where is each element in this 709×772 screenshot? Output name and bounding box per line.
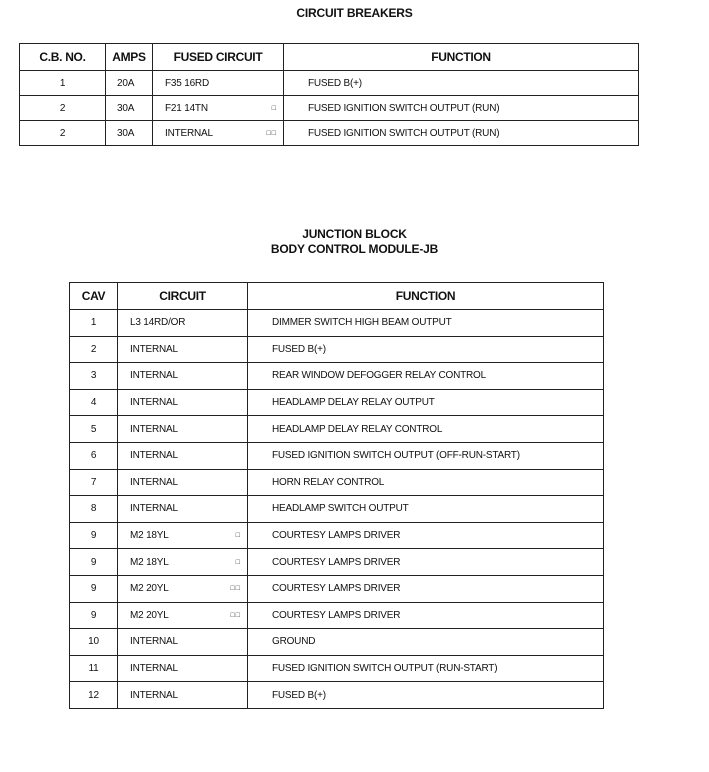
cav-cell: 5	[70, 416, 118, 443]
circuit-cell	[118, 363, 248, 390]
circuit-cell	[118, 469, 248, 496]
cav-cell: 4	[70, 389, 118, 416]
function-cell: COURTESY LAMPS DRIVER	[248, 522, 604, 549]
circuit-code: INTERNAL	[130, 663, 178, 675]
circuit-code: INTERNAL	[130, 636, 178, 648]
cb-no-cell: 2	[20, 121, 106, 146]
circuit-breakers-title: CIRCUIT BREAKERS	[296, 6, 413, 20]
circuit-cell	[153, 96, 284, 121]
cav-cell: 12	[70, 682, 118, 709]
circuit-cell	[118, 629, 248, 656]
circuit-code: M2 18YL	[130, 530, 169, 542]
table-row	[70, 442, 604, 469]
function-cell: HEADLAMP DELAY RELAY CONTROL	[248, 416, 604, 443]
circuit-code: INTERNAL	[130, 689, 178, 701]
circuit-code: M2 20YL	[130, 583, 169, 595]
function-cell: HEADLAMP SWITCH OUTPUT	[248, 496, 604, 523]
circuit-code: F35 16RD	[165, 77, 209, 89]
table-row	[70, 469, 604, 496]
circuit-cell-content	[130, 636, 241, 647]
cav-cell: 9	[70, 602, 118, 629]
circuit-cell	[118, 442, 248, 469]
circuit-cell-content	[130, 397, 241, 408]
table-row	[70, 602, 604, 629]
cav-cell: 8	[70, 496, 118, 523]
table-row	[70, 496, 604, 523]
circuit-code: INTERNAL	[130, 503, 178, 515]
junction-block-table	[69, 282, 604, 709]
jb-header-function: FUNCTION	[248, 283, 604, 310]
circuit-breakers-table	[19, 43, 639, 146]
function-cell: FUSED IGNITION SWITCH OUTPUT (RUN-START)	[248, 655, 604, 682]
table-row	[70, 655, 604, 682]
cav-cell: 7	[70, 469, 118, 496]
circuit-cell-content	[130, 450, 241, 461]
table-row	[70, 629, 604, 656]
circuit-cell-content	[130, 370, 241, 381]
function-cell: FUSED B(+)	[248, 682, 604, 709]
table-row	[70, 549, 604, 576]
amps-cell: 20A	[106, 71, 153, 96]
connector-marks: □	[235, 532, 241, 540]
table-row	[70, 363, 604, 390]
table-row	[70, 575, 604, 602]
table-row	[70, 682, 604, 709]
function-cell: FUSED B(+)	[248, 336, 604, 363]
circuit-cell	[118, 496, 248, 523]
function-cell: FUSED B(+)	[284, 71, 639, 96]
table-row	[20, 121, 639, 146]
circuit-cell	[118, 522, 248, 549]
circuit-cell-content	[130, 610, 241, 621]
function-cell: COURTESY LAMPS DRIVER	[248, 602, 604, 629]
cb-header-row	[20, 44, 639, 71]
connector-marks: □□	[266, 129, 277, 137]
circuit-cell	[118, 575, 248, 602]
circuit-code: INTERNAL	[130, 450, 178, 462]
circuit-code: INTERNAL	[130, 423, 178, 435]
table-row	[70, 310, 604, 337]
circuit-code: M2 18YL	[130, 556, 169, 568]
cb-header-fused-circuit: FUSED CIRCUIT	[153, 44, 284, 71]
function-cell: COURTESY LAMPS DRIVER	[248, 549, 604, 576]
circuit-cell-content	[130, 690, 241, 701]
connector-marks: □	[271, 104, 277, 112]
junction-block-subtitle: BODY CONTROL MODULE-JB	[270, 242, 439, 256]
circuit-cell-content	[165, 78, 277, 89]
circuit-cell-content	[165, 128, 277, 139]
cav-cell: 1	[70, 310, 118, 337]
cav-cell: 9	[70, 522, 118, 549]
amps-cell: 30A	[106, 121, 153, 146]
connector-marks: □	[235, 558, 241, 566]
circuit-cell-content	[130, 530, 241, 541]
connector-marks: □□	[230, 611, 241, 619]
jb-header-row	[70, 283, 604, 310]
circuit-cell	[153, 121, 284, 146]
table-row	[20, 96, 639, 121]
circuit-cell	[118, 336, 248, 363]
circuit-cell-content	[130, 477, 241, 488]
cb-header-amps: AMPS	[106, 44, 153, 71]
function-cell: HORN RELAY CONTROL	[248, 469, 604, 496]
circuit-cell-content	[130, 344, 241, 355]
cb-no-cell: 1	[20, 71, 106, 96]
circuit-code: INTERNAL	[165, 127, 213, 139]
function-cell: REAR WINDOW DEFOGGER RELAY CONTROL	[248, 363, 604, 390]
table-row	[70, 389, 604, 416]
cav-cell: 9	[70, 549, 118, 576]
cb-header-function: FUNCTION	[284, 44, 639, 71]
jb-header-circuit: CIRCUIT	[118, 283, 248, 310]
function-cell: FUSED IGNITION SWITCH OUTPUT (RUN)	[284, 121, 639, 146]
cb-no-cell: 2	[20, 96, 106, 121]
function-cell: FUSED IGNITION SWITCH OUTPUT (RUN)	[284, 96, 639, 121]
function-cell: HEADLAMP DELAY RELAY OUTPUT	[248, 389, 604, 416]
circuit-cell	[118, 602, 248, 629]
amps-cell: 30A	[106, 96, 153, 121]
function-cell: DIMMER SWITCH HIGH BEAM OUTPUT	[248, 310, 604, 337]
cav-cell: 9	[70, 575, 118, 602]
circuit-cell-content	[130, 583, 241, 594]
function-cell: FUSED IGNITION SWITCH OUTPUT (OFF-RUN-START)	[248, 442, 604, 469]
cb-header-cb-no: C.B. NO.	[20, 44, 106, 71]
circuit-cell-content	[165, 103, 277, 114]
circuit-code: INTERNAL	[130, 397, 178, 409]
cav-cell: 11	[70, 655, 118, 682]
table-row	[70, 336, 604, 363]
junction-block-title: JUNCTION BLOCK	[302, 227, 407, 241]
jb-header-cav: CAV	[70, 283, 118, 310]
cav-cell: 2	[70, 336, 118, 363]
circuit-cell	[118, 310, 248, 337]
circuit-code: INTERNAL	[130, 370, 178, 382]
circuit-code: INTERNAL	[130, 476, 178, 488]
circuit-cell	[118, 655, 248, 682]
circuit-cell	[118, 682, 248, 709]
circuit-cell	[153, 71, 284, 96]
circuit-cell	[118, 389, 248, 416]
cav-cell: 6	[70, 442, 118, 469]
circuit-code: M2 20YL	[130, 609, 169, 621]
circuit-cell-content	[130, 317, 241, 328]
connector-marks: □□	[230, 585, 241, 593]
circuit-cell-content	[130, 663, 241, 674]
table-row	[20, 71, 639, 96]
cav-cell: 10	[70, 629, 118, 656]
circuit-code: INTERNAL	[130, 343, 178, 355]
table-row	[70, 416, 604, 443]
circuit-cell	[118, 416, 248, 443]
circuit-cell	[118, 549, 248, 576]
cav-cell: 3	[70, 363, 118, 390]
circuit-cell-content	[130, 557, 241, 568]
function-cell: GROUND	[248, 629, 604, 656]
circuit-code: L3 14RD/OR	[130, 317, 186, 329]
circuit-cell-content	[130, 503, 241, 514]
table-row	[70, 522, 604, 549]
circuit-code: F21 14TN	[165, 102, 208, 114]
circuit-cell-content	[130, 424, 241, 435]
function-cell: COURTESY LAMPS DRIVER	[248, 575, 604, 602]
